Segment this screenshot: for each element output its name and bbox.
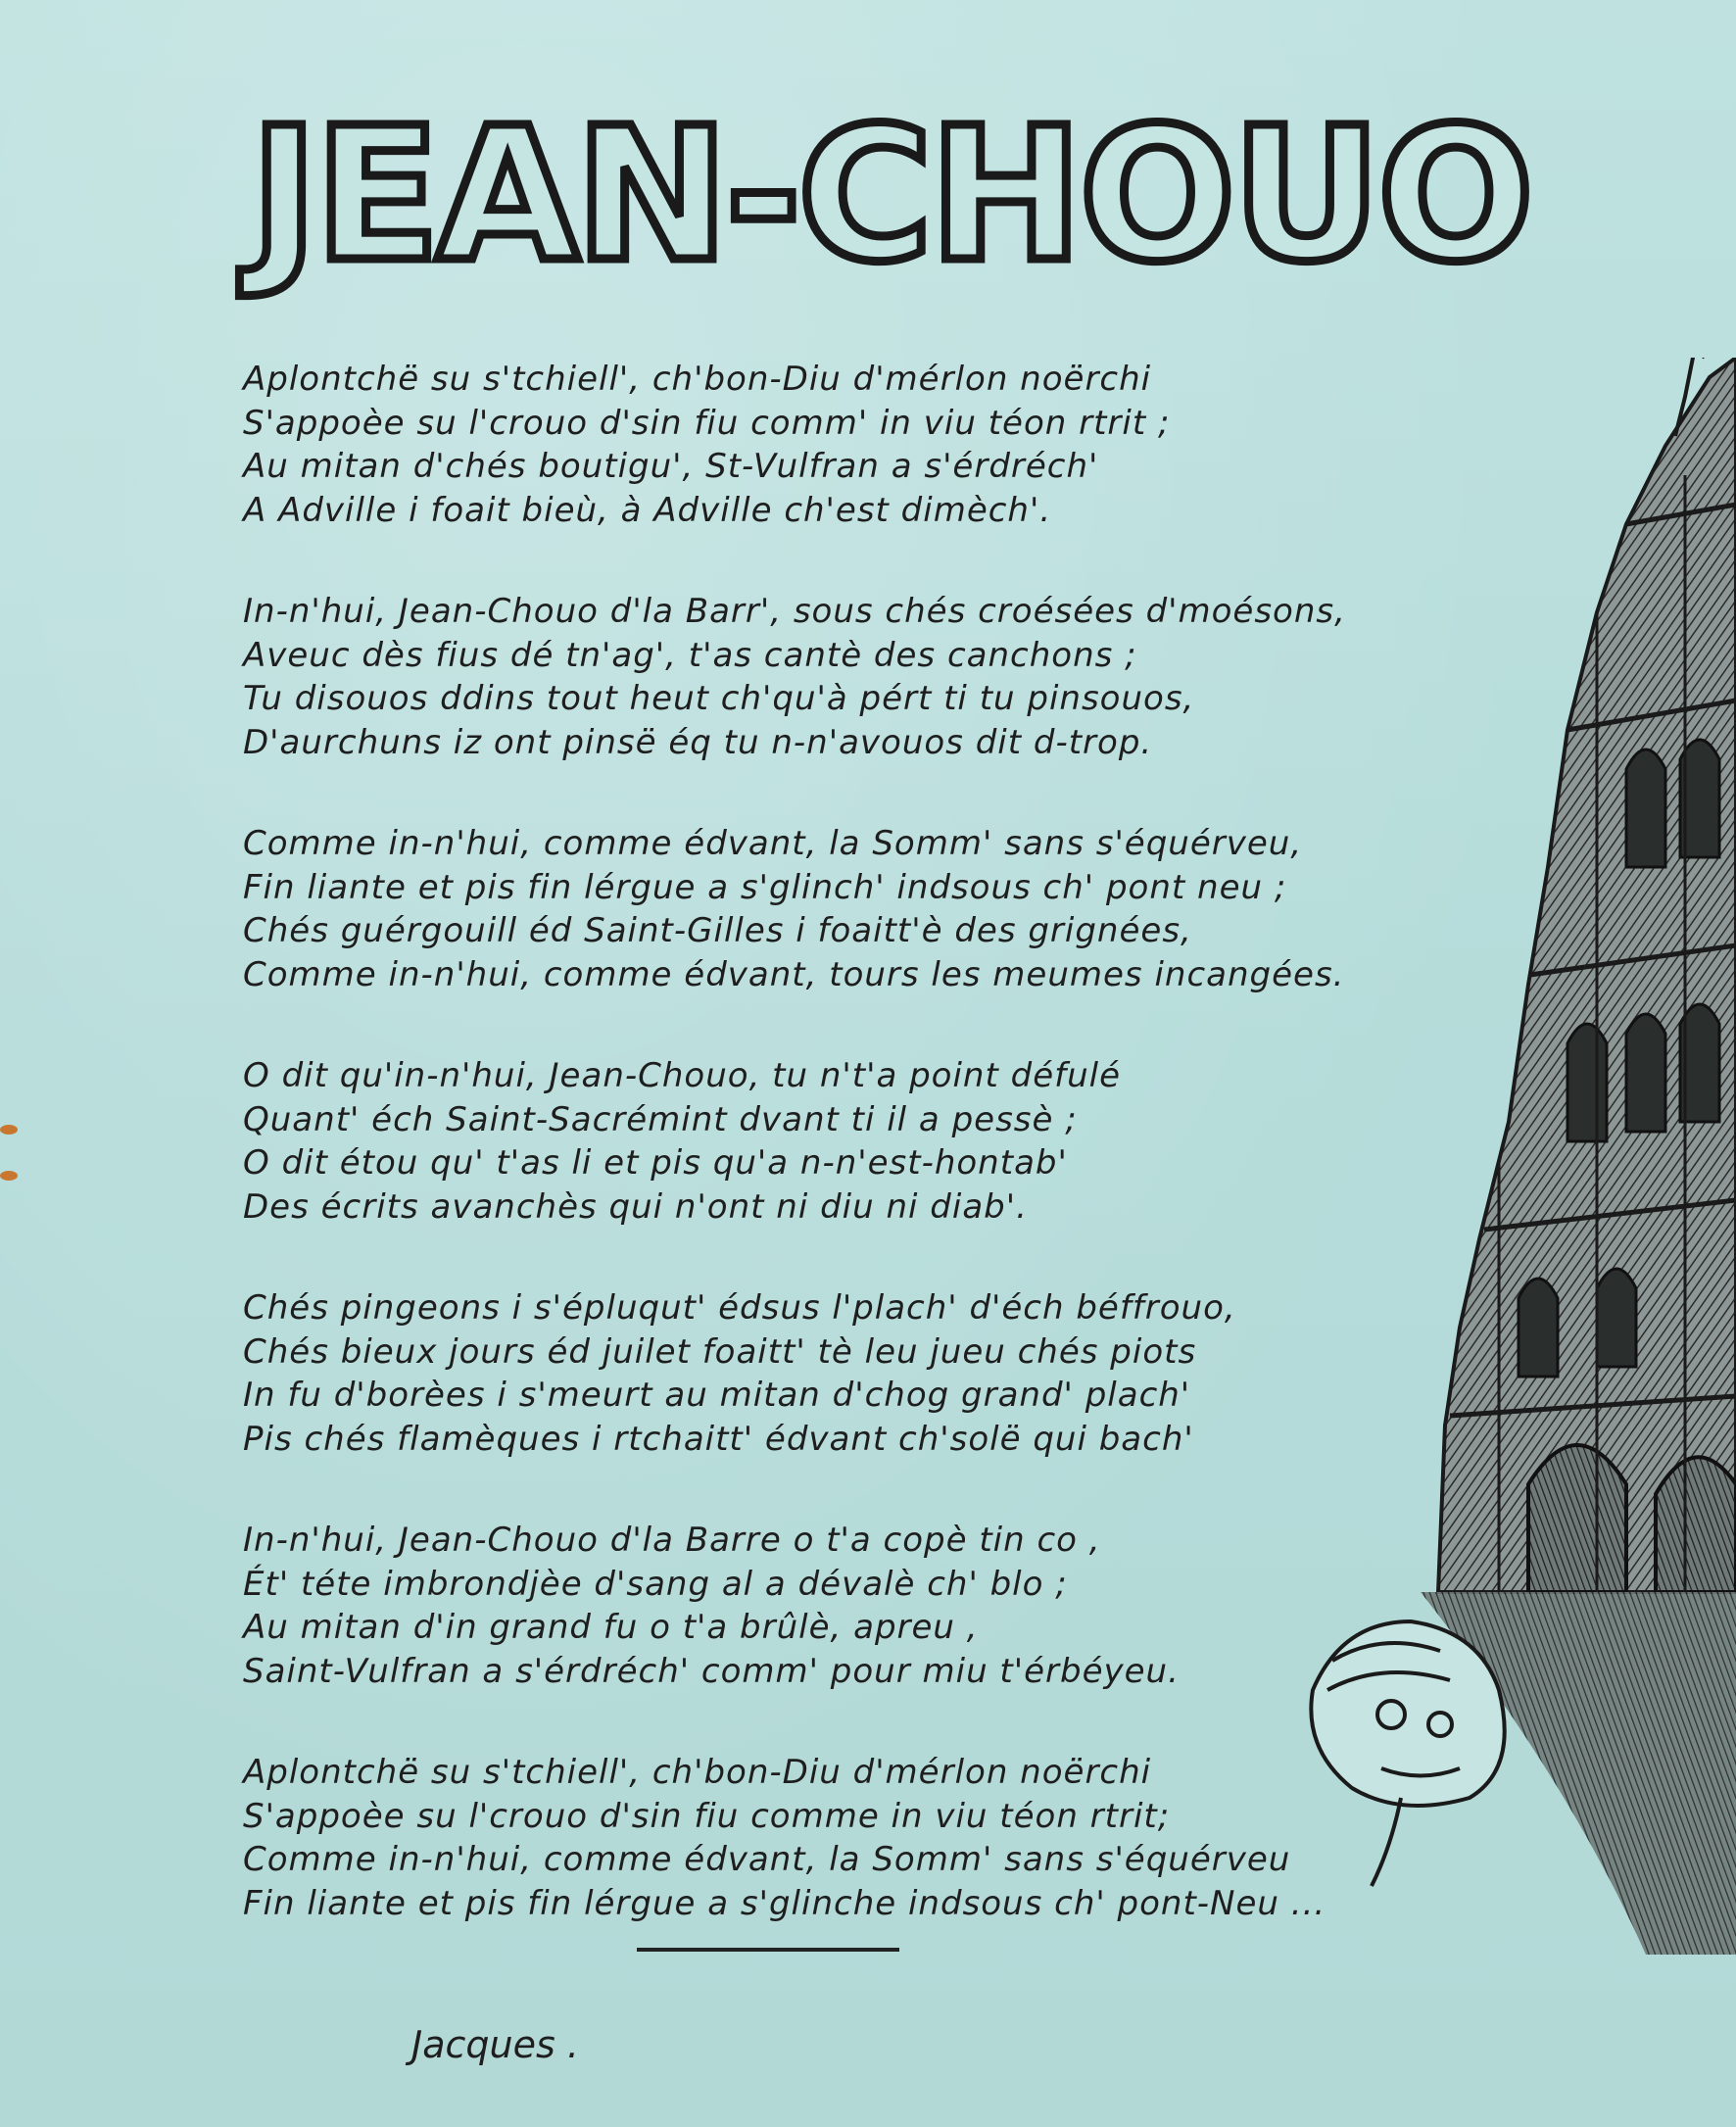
- verse-line: Comme in-n'hui, comme édvant, la Somm' sans s'équérveu: [243, 1840, 1291, 1879]
- verse-line: Des écrits avanchès qui n'ont ni diu ni diab'.: [243, 1186, 1028, 1227]
- verse-line: Chés pingeons i s'épluqut' édsus l'plach' d'éch béffrouo,: [243, 1288, 1236, 1328]
- verse-line: Fin liante et pis fin lérgue a s'glinch' indsous ch' pont neu ;: [243, 867, 1287, 907]
- signature: Jacques .: [411, 2023, 579, 2066]
- head-drawing: [1311, 1621, 1504, 1886]
- verse-line: Tu disouos ddins tout heut ch'qu'à pért ti tu pinsouos,: [243, 679, 1195, 718]
- verse-line: Chés guérgouill éd Saint-Gilles i foaitt'è des grignées,: [243, 911, 1192, 950]
- verse-line: Comme in-n'hui, comme édvant, tours les meumes incangées.: [243, 954, 1345, 994]
- poem-title: JEAN-CHOUO: [250, 88, 1530, 303]
- stanza: [243, 590, 1448, 764]
- verse-line: In-n'hui, Jean-Chouo d'la Barr', sous chés croésées d'moésons,: [243, 592, 1346, 631]
- stanza: [243, 358, 1448, 532]
- verse-line: Aplontchë su s'tchiell', ch'bon-Diu d'mérlon noërchi: [243, 1753, 1152, 1792]
- verse-line: Comme in-n'hui, comme édvant, la Somm' sans s'équérveu,: [243, 824, 1303, 863]
- stanza: [243, 1751, 1448, 1925]
- stanza: [243, 1054, 1448, 1229]
- verse-line: Saint-Vulfran a s'érdréch' comm' pour miu t'érbéyeu.: [243, 1651, 1180, 1691]
- verse-line: A Adville i foait bieù, à Adville ch'est dimèch'.: [243, 490, 1052, 530]
- verse-line: O dit qu'in-n'hui, Jean-Chouo, tu n't'a point défulé: [243, 1056, 1121, 1095]
- verse-line: Au mitan d'in grand fu o t'a brûlè, apreu ,: [243, 1608, 979, 1647]
- verse-line: Chés bieux jours éd juilet foaitt' tè leu jueu chés piots: [243, 1331, 1197, 1372]
- stain-mark: [0, 1171, 18, 1181]
- stanza: [243, 1519, 1448, 1693]
- verse-line: In-n'hui, Jean-Chouo d'la Barre o t'a copè tin co ,: [243, 1521, 1101, 1560]
- verse-line: Ét' téte imbrondjèe d'sang al a dévalè ch' blo ;: [243, 1564, 1068, 1604]
- verse-line: O dit étou qu' t'as li et pis qu'a n-n'est-hontab': [243, 1143, 1068, 1183]
- verse-line: D'aurchuns iz ont pinsë éq tu n-n'avouos dit d-trop.: [243, 722, 1153, 762]
- verse-line: Aveuc dès fius dé tn'ag', t'as cantè des canchons ;: [243, 635, 1137, 675]
- verse-line: Au mitan d'chés boutigu', St-Vulfran a s'érdréch': [243, 447, 1099, 486]
- church-illustration: [1274, 358, 1736, 1955]
- poem-body: [243, 358, 1448, 1983]
- verse-line: Aplontchë su s'tchiell', ch'bon-Diu d'mérlon noërchi: [243, 360, 1152, 399]
- verse-line: S'appoèe su l'crouo d'sin fiu comm' in viu téon rtrit ;: [243, 403, 1171, 443]
- separator-line: [637, 1948, 899, 1952]
- verse-line: S'appoèe su l'crouo d'sin fiu comme in viu téon rtrit;: [243, 1796, 1171, 1836]
- verse-line: Quant' éch Saint-Sacrémint dvant ti il a pessè ;: [243, 1099, 1078, 1139]
- stain-mark: [0, 1125, 18, 1135]
- verse-line: In fu d'borèes i s'meurt au mitan d'chog grand' plach': [243, 1376, 1191, 1415]
- verse-line: Fin liante et pis fin lérgue a s'glinche indsous ch' pont-Neu ...: [243, 1883, 1326, 1923]
- stanza: [243, 1286, 1448, 1461]
- stanza: [243, 822, 1448, 996]
- verse-line: Pis chés flamèques i rtchaitt' édvant ch'solë qui bach': [243, 1419, 1194, 1459]
